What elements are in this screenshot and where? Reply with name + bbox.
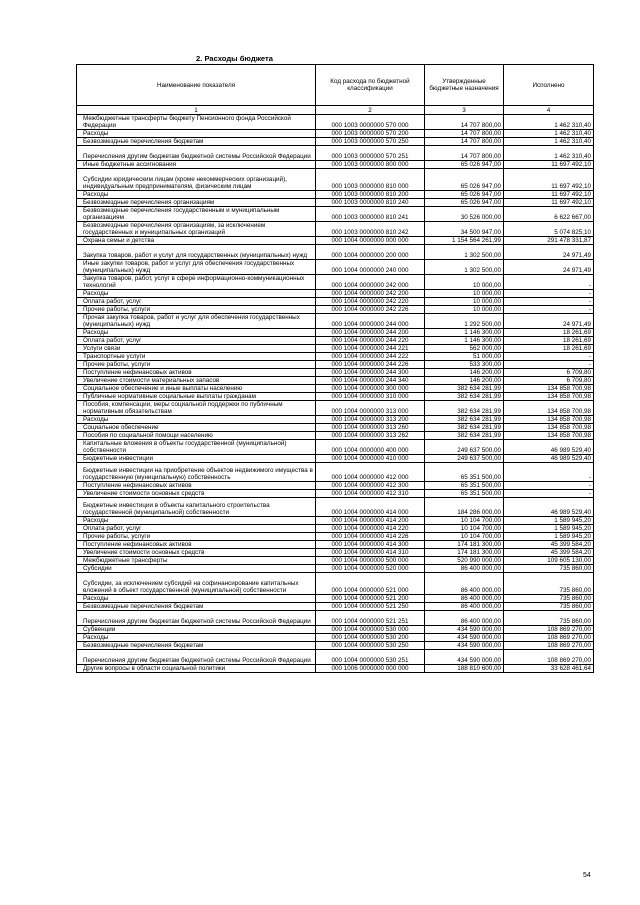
row-approved: 10 000,00	[425, 275, 504, 290]
row-code: 000 1004 0000000 240 000	[316, 260, 425, 275]
row-executed: 1 589 945,20	[504, 525, 594, 533]
row-approved: 146 200,00	[425, 377, 504, 385]
row-approved: 14 707 800,00	[425, 115, 504, 130]
row-name: Пособия, компенсации, меры социальной поддержки по публичным нормативным обязательствам	[77, 401, 316, 416]
row-code: 000 1003 0000000 810 000	[316, 169, 425, 191]
row-name: Расходы	[77, 595, 316, 603]
column-number: 2	[316, 106, 425, 115]
table-row	[77, 146, 594, 161]
table-row	[77, 595, 594, 603]
column-header-code: Код расхода по бюджетной классификации	[316, 65, 425, 106]
row-approved: 10 104 700,00	[425, 517, 504, 525]
row-executed: 11 697 492,10	[504, 191, 594, 199]
table-row	[77, 573, 594, 595]
table-row	[77, 329, 594, 337]
row-approved: 382 634 281,99	[425, 432, 504, 440]
row-name: Межбюджетные трансферты	[77, 557, 316, 565]
row-code: 000 1004 0000000 242 220	[316, 298, 425, 306]
row-executed: 1 589 945,20	[504, 533, 594, 541]
row-approved: 1 154 564 261,99	[425, 237, 504, 245]
row-approved: 1 302 500,00	[425, 245, 504, 260]
table-row	[77, 169, 594, 191]
table-row	[77, 665, 594, 673]
table-row	[77, 377, 594, 385]
table-row	[77, 440, 594, 455]
row-executed: 45 399 584,20	[504, 549, 594, 557]
table-row	[77, 549, 594, 557]
row-executed: -	[504, 482, 594, 490]
row-executed: -	[504, 290, 594, 298]
row-code: 000 1004 0000000 313 200	[316, 416, 425, 424]
table-row	[77, 361, 594, 369]
row-approved: 174 181 300,00	[425, 549, 504, 557]
table-row	[77, 482, 594, 490]
row-name: Закупка товаров, работ, услуг в сфере информационно-коммуникационных технологий	[77, 275, 316, 290]
row-code: 000 1004 0000000 410 000	[316, 455, 425, 463]
row-name: Бюджетные инвестиции на приобретение объектов недвижимого имущества в государственную (муниципальную) собственность	[77, 463, 316, 482]
table-row	[77, 245, 594, 260]
row-approved: 14 707 800,00	[425, 130, 504, 138]
column-number-row	[77, 106, 594, 115]
row-code: 000 1004 0000000 244 340	[316, 377, 425, 385]
row-executed: 11 697 492,10	[504, 161, 594, 169]
row-executed: 1 589 945,20	[504, 517, 594, 525]
row-name: Бюджетные инвестиции в объекты капитального строительства государственной (муниципальной) собственности	[77, 498, 316, 517]
row-approved: 520 990 000,00	[425, 557, 504, 565]
row-code: 000 1004 0000000 313 262	[316, 432, 425, 440]
row-approved: 14 707 800,00	[425, 138, 504, 146]
row-code: 000 1004 0000000 412 300	[316, 482, 425, 490]
row-executed: 6 709,80	[504, 369, 594, 377]
table-row	[77, 626, 594, 634]
row-executed: 18 261,69	[504, 337, 594, 345]
row-name: Увеличение стоимости материальных запасов	[77, 377, 316, 385]
row-name: Субвенции	[77, 626, 316, 634]
table-row	[77, 463, 594, 482]
row-executed: -	[504, 490, 594, 498]
row-executed: 735 860,00	[504, 565, 594, 573]
row-approved: 86 400 000,00	[425, 611, 504, 626]
row-code: 000 1003 0000000 570 250	[316, 138, 425, 146]
row-approved: 249 637 500,00	[425, 440, 504, 455]
row-executed: 134 858 700,98	[504, 424, 594, 432]
table-row	[77, 306, 594, 314]
row-code: 000 1004 0000000 310 000	[316, 393, 425, 401]
row-code: 000 1004 0000000 412 000	[316, 463, 425, 482]
row-name: Транспортные услуги	[77, 353, 316, 361]
row-executed: 134 858 700,98	[504, 385, 594, 393]
row-executed: 1 462 310,40	[504, 115, 594, 130]
row-executed: -	[504, 361, 594, 369]
row-code: 000 1004 0000000 200 000	[316, 245, 425, 260]
table-row	[77, 498, 594, 517]
row-executed: 45 399 584,20	[504, 541, 594, 549]
row-code: 000 1004 0000000 244 200	[316, 329, 425, 337]
row-name: Прочие работы, услуги	[77, 361, 316, 369]
row-executed: 6 709,80	[504, 377, 594, 385]
row-executed: -	[504, 275, 594, 290]
row-approved: 10 104 700,00	[425, 533, 504, 541]
row-code: 000 1004 0000000 530 000	[316, 626, 425, 634]
row-executed: 109 605 130,00	[504, 557, 594, 565]
row-approved: 174 181 300,00	[425, 541, 504, 549]
row-executed: 134 858 700,98	[504, 416, 594, 424]
table-row	[77, 199, 594, 207]
row-code: 000 1004 0000000 521 000	[316, 573, 425, 595]
row-approved: 382 634 281,99	[425, 385, 504, 393]
row-name: Поступление нефинансовых активов	[77, 541, 316, 549]
row-executed: 1 462 310,40	[504, 130, 594, 138]
row-code: 000 1004 0000000 313 000	[316, 401, 425, 416]
table-row	[77, 416, 594, 424]
row-name: Перечисления другим бюджетам бюджетной системы Российской Федерации	[77, 650, 316, 665]
row-approved: 382 634 281,99	[425, 416, 504, 424]
row-name: Поступление нефинансовых активов	[77, 482, 316, 490]
row-name: Межбюджетные трансферты бюджету Пенсионного фонда Российской Федерации	[77, 115, 316, 130]
row-approved: 86 400 000,00	[425, 595, 504, 603]
row-code: 000 1003 0000000 570 200	[316, 130, 425, 138]
row-name: Субсидии юридическим лицам (кроме некоммерческих организаций), индивидуальным предпринимателям, физическим лицам	[77, 169, 316, 191]
expenditures-table	[76, 64, 594, 673]
row-executed: 18 261,69	[504, 329, 594, 337]
table-row	[77, 603, 594, 611]
table-row	[77, 424, 594, 432]
row-executed: 46 989 529,40	[504, 440, 594, 455]
row-name: Безвозмездные перечисления организациям	[77, 199, 316, 207]
table-row	[77, 490, 594, 498]
row-name: Расходы	[77, 191, 316, 199]
row-code: 000 1004 0000000 521 251	[316, 611, 425, 626]
row-executed: 24 971,49	[504, 260, 594, 275]
row-name: Публичные нормативные социальные выплаты гражданам	[77, 393, 316, 401]
column-header-name: Наименование показателя	[77, 65, 316, 106]
row-code: 000 1004 0000000 414 310	[316, 549, 425, 557]
table-row	[77, 517, 594, 525]
row-name: Расходы	[77, 329, 316, 337]
row-code: 000 1004 0000000 244 226	[316, 361, 425, 369]
table-header-row	[77, 65, 594, 106]
row-executed: -	[504, 353, 594, 361]
row-name: Прочая закупка товаров, работ и услуг для обеспечения государственных (муниципальных) нужд	[77, 314, 316, 329]
row-code: 000 1004 0000000 520 000	[316, 565, 425, 573]
row-executed: -	[504, 298, 594, 306]
row-approved: 86 400 000,00	[425, 573, 504, 595]
row-name: Субсидии, за исключением субсидий на софинансирование капитальных вложений в объект государственной (муниципальной) собственности	[77, 573, 316, 595]
row-code: 000 1004 0000000 521 200	[316, 595, 425, 603]
table-row	[77, 222, 594, 237]
table-row	[77, 541, 594, 549]
row-executed: 108 869 270,00	[504, 642, 594, 650]
table-row	[77, 611, 594, 626]
row-name: Увеличение стоимости основных средств	[77, 490, 316, 498]
row-name: Расходы	[77, 130, 316, 138]
row-executed: 24 971,49	[504, 314, 594, 329]
table-row	[77, 385, 594, 393]
row-approved: 434 590 000,00	[425, 650, 504, 665]
row-name: Расходы	[77, 416, 316, 424]
row-name: Расходы	[77, 517, 316, 525]
row-name: Капитальные вложения в объекты государственной (муниципальной) собственности	[77, 440, 316, 455]
column-header-executed: Исполнено	[504, 65, 594, 106]
row-code: 000 1004 0000000 244 000	[316, 314, 425, 329]
row-executed: 5 074 825,10	[504, 222, 594, 237]
row-approved: 382 634 281,99	[425, 424, 504, 432]
row-approved: 188 810 600,00	[425, 665, 504, 673]
row-code: 000 1003 0000000 810 241	[316, 207, 425, 222]
row-executed: 46 989 529,40	[504, 455, 594, 463]
row-executed: -	[504, 463, 594, 482]
row-name: Субсидии	[77, 565, 316, 573]
row-approved: 1 146 300,00	[425, 329, 504, 337]
row-executed: 33 628 461,64	[504, 665, 594, 673]
table-row	[77, 237, 594, 245]
table-row	[77, 138, 594, 146]
row-name: Безвозмездные перечисления бюджетам	[77, 603, 316, 611]
row-executed: 18 261,69	[504, 345, 594, 353]
row-name: Увеличение стоимости основных средств	[77, 549, 316, 557]
row-approved: 1 292 500,00	[425, 314, 504, 329]
row-approved: 86 400 000,00	[425, 603, 504, 611]
row-executed: 6 622 667,00	[504, 207, 594, 222]
row-approved: 65 026 947,00	[425, 191, 504, 199]
row-code: 000 1003 0000000 810 242	[316, 222, 425, 237]
row-approved: 30 526 000,00	[425, 207, 504, 222]
row-code: 000 1003 0000000 810 240	[316, 199, 425, 207]
row-name: Социальное обеспечение и иные выплаты населению	[77, 385, 316, 393]
row-code: 000 1004 0000000 400 000	[316, 440, 425, 455]
row-approved: 10 000,00	[425, 306, 504, 314]
table-row	[77, 353, 594, 361]
row-name: Безвозмездные перечисления организациям, за исключением государственных и муниципальных организаций	[77, 222, 316, 237]
row-name: Безвозмездные перечисления бюджетам	[77, 138, 316, 146]
row-code: 000 1004 0000000 521 250	[316, 603, 425, 611]
table-row	[77, 130, 594, 138]
column-number: 1	[77, 106, 316, 115]
table-row	[77, 401, 594, 416]
row-name: Поступление нефинансовых активов	[77, 369, 316, 377]
row-approved: 184 286 000,00	[425, 498, 504, 517]
row-name: Охрана семьи и детства	[77, 237, 316, 245]
row-approved: 434 590 000,00	[425, 634, 504, 642]
row-approved: 65 351 500,00	[425, 482, 504, 490]
table-row	[77, 525, 594, 533]
row-approved: 434 590 000,00	[425, 642, 504, 650]
row-approved: 65 351 500,00	[425, 463, 504, 482]
row-approved: 10 000,00	[425, 298, 504, 306]
row-code: 000 1004 0000000 244 222	[316, 353, 425, 361]
row-code: 000 1004 0000000 242 226	[316, 306, 425, 314]
row-approved: 382 634 281,99	[425, 401, 504, 416]
table-row	[77, 369, 594, 377]
row-code: 000 1003 0000000 810 200	[316, 191, 425, 199]
row-code: 000 1004 0000000 000 000	[316, 237, 425, 245]
row-approved: 146 200,00	[425, 369, 504, 377]
row-approved: 14 707 800,00	[425, 146, 504, 161]
row-executed: 735 860,00	[504, 611, 594, 626]
row-name: Оплата работ, услуг	[77, 337, 316, 345]
table-row	[77, 642, 594, 650]
table-row	[77, 337, 594, 345]
row-executed: 24 971,49	[504, 245, 594, 260]
table-row	[77, 650, 594, 665]
row-code: 000 1004 0000000 530 200	[316, 634, 425, 642]
row-code: 000 1004 0000000 300 000	[316, 385, 425, 393]
table-row	[77, 565, 594, 573]
table-row	[77, 260, 594, 275]
table-row	[77, 161, 594, 169]
row-code: 000 1004 0000000 244 221	[316, 345, 425, 353]
table-row	[77, 393, 594, 401]
row-executed: 735 860,00	[504, 603, 594, 611]
row-code: 000 1004 0000000 414 220	[316, 525, 425, 533]
row-name: Оплата работ, услуг	[77, 298, 316, 306]
row-executed: 134 858 700,98	[504, 393, 594, 401]
table-row	[77, 191, 594, 199]
row-name: Бюджетные инвестиции	[77, 455, 316, 463]
row-approved: 65 026 947,00	[425, 161, 504, 169]
row-code: 000 1004 0000000 530 250	[316, 642, 425, 650]
row-name: Иные бюджетные ассигнования	[77, 161, 316, 169]
row-name: Социальное обеспечение	[77, 424, 316, 432]
page-number: 54	[583, 872, 591, 879]
table-row	[77, 275, 594, 290]
row-code: 000 1004 0000000 412 310	[316, 490, 425, 498]
row-approved: 562 000,00	[425, 345, 504, 353]
table-row	[77, 557, 594, 565]
row-code: 000 1004 0000000 313 260	[316, 424, 425, 432]
row-code: 000 1004 0000000 244 220	[316, 337, 425, 345]
row-code: 000 1004 0000000 414 300	[316, 541, 425, 549]
row-code: 000 1004 0000000 414 226	[316, 533, 425, 541]
row-executed: 108 869 270,00	[504, 626, 594, 634]
table-row	[77, 432, 594, 440]
row-name: Перечисления другим бюджетам бюджетной системы Российской Федерации	[77, 146, 316, 161]
table-row	[77, 298, 594, 306]
row-executed: 735 860,00	[504, 595, 594, 603]
table-row	[77, 455, 594, 463]
row-approved: 1 146 300,00	[425, 337, 504, 345]
row-name: Пособия по социальной помощи населению	[77, 432, 316, 440]
row-approved: 1 302 500,00	[425, 260, 504, 275]
row-code: 000 1004 0000000 414 200	[316, 517, 425, 525]
row-approved: 34 500 947,00	[425, 222, 504, 237]
row-approved: 10 104 700,00	[425, 525, 504, 533]
row-name: Другие вопросы в области социальной политики	[77, 665, 316, 673]
row-executed: 735 860,00	[504, 573, 594, 595]
row-executed: 1 462 310,40	[504, 138, 594, 146]
column-number: 4	[504, 106, 594, 115]
section-title: 2. Расходы бюджета	[196, 54, 273, 63]
row-executed: 108 869 270,00	[504, 634, 594, 642]
row-code: 000 1004 0000000 530 251	[316, 650, 425, 665]
column-number: 3	[425, 106, 504, 115]
row-executed: 46 989 529,40	[504, 498, 594, 517]
row-executed: 134 858 700,98	[504, 401, 594, 416]
row-name: Прочие работы, услуги	[77, 306, 316, 314]
row-name: Безвозмездные перечисления бюджетам	[77, 642, 316, 650]
row-name: Расходы	[77, 290, 316, 298]
row-code: 000 1003 0000000 570 251	[316, 146, 425, 161]
row-approved: 65 351 500,00	[425, 490, 504, 498]
row-code: 000 1004 0000000 244 300	[316, 369, 425, 377]
row-name: Оплата работ, услуг	[77, 525, 316, 533]
table-row	[77, 634, 594, 642]
row-approved: 65 026 947,00	[425, 199, 504, 207]
row-executed: 11 697 492,10	[504, 199, 594, 207]
row-code: 000 1004 0000000 414 000	[316, 498, 425, 517]
row-name: Перечисления другим бюджетам бюджетной системы Российской Федерации	[77, 611, 316, 626]
row-name: Расходы	[77, 634, 316, 642]
row-approved: 86 400 000,00	[425, 565, 504, 573]
row-name: Безвозмездные перечисления государственным и муниципальным организациям	[77, 207, 316, 222]
row-approved: 10 000,00	[425, 290, 504, 298]
row-code: 000 1004 0000000 500 000	[316, 557, 425, 565]
row-approved: 65 026 947,00	[425, 169, 504, 191]
row-name: Прочие работы, услуги	[77, 533, 316, 541]
table-row	[77, 290, 594, 298]
row-code: 000 1003 0000000 800 000	[316, 161, 425, 169]
row-name: Услуги связи	[77, 345, 316, 353]
row-executed: 1 462 310,40	[504, 146, 594, 161]
row-code: 000 1004 0000000 242 200	[316, 290, 425, 298]
table-row	[77, 533, 594, 541]
row-executed: 291 478 331,87	[504, 237, 594, 245]
row-code: 000 1004 0000000 242 000	[316, 275, 425, 290]
row-name: Закупка товаров, работ и услуг для государственных (муниципальных) нужд	[77, 245, 316, 260]
table-row	[77, 115, 594, 130]
row-approved: 382 634 281,99	[425, 393, 504, 401]
row-code: 000 1006 0000000 000 000	[316, 665, 425, 673]
table-row	[77, 314, 594, 329]
row-executed: -	[504, 306, 594, 314]
table-row	[77, 345, 594, 353]
row-approved: 51 000,00	[425, 353, 504, 361]
row-executed: 134 858 700,98	[504, 432, 594, 440]
row-executed: 108 869 270,00	[504, 650, 594, 665]
row-approved: 249 637 500,00	[425, 455, 504, 463]
column-header-approved: Утвержденные бюджетные назначения	[425, 65, 504, 106]
row-approved: 434 590 000,00	[425, 626, 504, 634]
row-executed: 11 697 492,10	[504, 169, 594, 191]
row-approved: 533 300,00	[425, 361, 504, 369]
table-row	[77, 207, 594, 222]
row-code: 000 1003 0000000 570 000	[316, 115, 425, 130]
row-name: Иные закупки товаров, работ и услуг для обеспечения государственных (муниципальных) нужд	[77, 260, 316, 275]
